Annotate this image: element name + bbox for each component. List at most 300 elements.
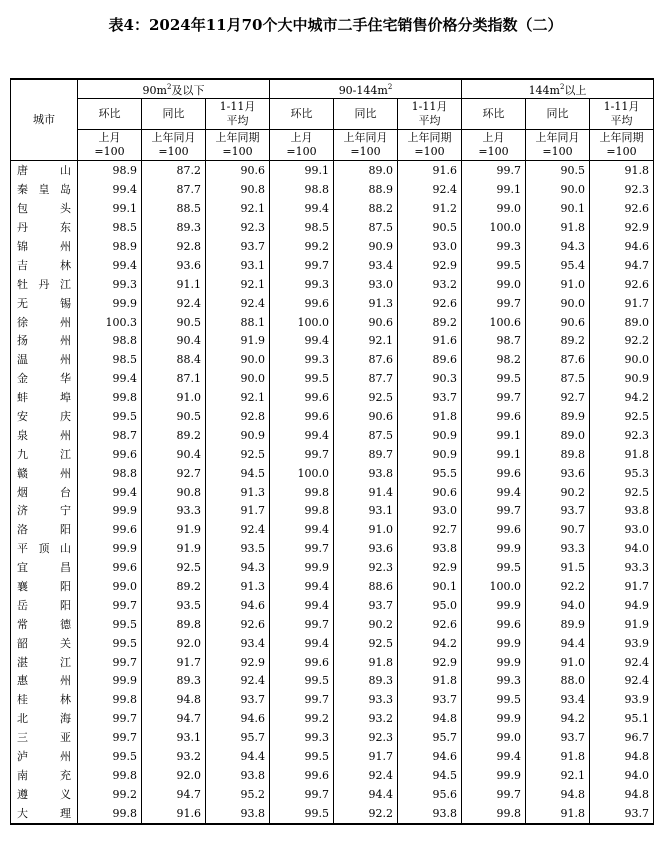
index-value: 93.7	[398, 389, 462, 408]
index-value: 90.1	[398, 578, 462, 597]
index-value: 90.2	[526, 483, 590, 502]
index-value: 88.5	[142, 200, 206, 219]
index-value: 98.5	[78, 219, 142, 238]
index-value: 99.4	[462, 483, 526, 502]
index-value: 91.8	[590, 445, 654, 464]
index-value: 92.5	[142, 559, 206, 578]
index-value: 92.4	[206, 521, 270, 540]
mom-header: 环比	[270, 99, 334, 130]
index-value: 99.5	[462, 559, 526, 578]
index-value: 89.0	[590, 313, 654, 332]
city-name: 烟台	[11, 483, 78, 502]
index-value: 90.6	[398, 483, 462, 502]
index-value: 95.6	[398, 785, 462, 804]
index-value: 91.7	[334, 748, 398, 767]
index-value: 92.6	[398, 615, 462, 634]
index-value: 98.2	[462, 351, 526, 370]
table-row	[11, 445, 654, 464]
index-value: 99.4	[78, 370, 142, 389]
index-value: 92.1	[334, 332, 398, 351]
index-value: 90.1	[526, 200, 590, 219]
index-value: 99.4	[270, 596, 334, 615]
base-last-month: 上月 =100	[462, 130, 526, 161]
index-value: 99.5	[78, 634, 142, 653]
table-row	[11, 521, 654, 540]
index-value: 93.6	[142, 256, 206, 275]
table-row	[11, 540, 654, 559]
city-name: 泉州	[11, 426, 78, 445]
index-value: 99.2	[78, 785, 142, 804]
index-value: 92.5	[334, 389, 398, 408]
table-title: 表4：2024年11月70个大中城市二手住宅销售价格分类指数（二）	[108, 16, 563, 34]
city-name: 吉林	[11, 256, 78, 275]
index-value: 93.6	[526, 464, 590, 483]
index-value: 89.9	[526, 615, 590, 634]
index-value: 92.6	[590, 200, 654, 219]
table-row	[11, 256, 654, 275]
index-value: 89.3	[334, 672, 398, 691]
city-name: 锦州	[11, 238, 78, 257]
index-value: 94.2	[526, 710, 590, 729]
city-name: 金华	[11, 370, 78, 389]
city-name: 惠州	[11, 672, 78, 691]
index-value: 93.7	[398, 691, 462, 710]
index-value: 100.6	[462, 313, 526, 332]
index-value: 99.7	[270, 691, 334, 710]
index-value: 93.3	[526, 540, 590, 559]
index-value: 99.3	[462, 238, 526, 257]
index-value: 87.7	[334, 370, 398, 389]
index-value: 91.9	[142, 521, 206, 540]
index-value: 100.0	[462, 578, 526, 597]
index-value: 99.6	[462, 615, 526, 634]
index-value: 92.2	[334, 804, 398, 824]
table-row	[11, 389, 654, 408]
index-value: 91.9	[142, 540, 206, 559]
table-row	[11, 426, 654, 445]
table-row	[11, 313, 654, 332]
index-value: 99.9	[462, 767, 526, 786]
index-value: 93.3	[334, 691, 398, 710]
table-row	[11, 370, 654, 389]
table-row	[11, 219, 654, 238]
index-value: 94.6	[398, 748, 462, 767]
index-value: 87.5	[334, 426, 398, 445]
index-value: 91.3	[206, 578, 270, 597]
index-value: 99.5	[270, 748, 334, 767]
city-name: 赣州	[11, 464, 78, 483]
index-value: 93.8	[206, 804, 270, 824]
index-value: 93.1	[142, 729, 206, 748]
index-value: 91.1	[142, 275, 206, 294]
index-value: 99.7	[270, 256, 334, 275]
index-value: 92.3	[334, 729, 398, 748]
index-value: 93.1	[206, 256, 270, 275]
city-name: 牡丹江	[11, 275, 78, 294]
index-value: 93.6	[334, 540, 398, 559]
index-value: 100.3	[78, 313, 142, 332]
city-name: 唐山	[11, 161, 78, 181]
index-value: 99.3	[462, 672, 526, 691]
city-name: 襄阳	[11, 578, 78, 597]
index-value: 91.3	[206, 483, 270, 502]
table-row	[11, 332, 654, 351]
index-value: 99.8	[78, 691, 142, 710]
table-row	[11, 596, 654, 615]
table-row	[11, 181, 654, 200]
index-value: 99.0	[78, 578, 142, 597]
table-row	[11, 710, 654, 729]
index-value: 90.6	[526, 313, 590, 332]
index-value: 99.1	[78, 200, 142, 219]
index-value: 90.5	[398, 219, 462, 238]
index-value: 93.2	[142, 748, 206, 767]
index-value: 99.8	[78, 804, 142, 824]
index-value: 93.7	[526, 502, 590, 521]
index-value: 99.0	[462, 729, 526, 748]
index-value: 99.8	[78, 389, 142, 408]
yoy-header: 同比	[334, 99, 398, 130]
index-value: 91.8	[526, 748, 590, 767]
index-value: 93.0	[398, 238, 462, 257]
index-value: 91.0	[334, 521, 398, 540]
index-value: 99.7	[270, 785, 334, 804]
index-value: 94.5	[206, 464, 270, 483]
index-value: 94.8	[398, 710, 462, 729]
index-value: 94.7	[142, 710, 206, 729]
table-row	[11, 161, 654, 181]
price-index-table	[10, 78, 654, 825]
index-value: 89.3	[142, 219, 206, 238]
index-value: 99.3	[270, 275, 334, 294]
index-value: 99.1	[462, 426, 526, 445]
index-value: 93.9	[590, 691, 654, 710]
index-value: 99.1	[462, 181, 526, 200]
index-value: 93.8	[590, 502, 654, 521]
mom-header: 环比	[462, 99, 526, 130]
index-value: 88.9	[334, 181, 398, 200]
index-value: 91.5	[526, 559, 590, 578]
index-value: 93.3	[590, 559, 654, 578]
index-value: 92.6	[398, 294, 462, 313]
index-value: 92.0	[142, 767, 206, 786]
index-value: 89.8	[526, 445, 590, 464]
yoy-header: 同比	[526, 99, 590, 130]
index-value: 99.2	[270, 238, 334, 257]
table-row	[11, 804, 654, 824]
index-value: 91.8	[334, 653, 398, 672]
index-value: 99.4	[78, 483, 142, 502]
index-value: 99.5	[78, 748, 142, 767]
index-value: 99.6	[462, 521, 526, 540]
city-name: 北海	[11, 710, 78, 729]
index-value: 99.5	[270, 672, 334, 691]
index-value: 91.7	[142, 653, 206, 672]
index-value: 93.8	[398, 540, 462, 559]
index-value: 94.0	[590, 540, 654, 559]
index-value: 92.8	[206, 408, 270, 427]
index-value: 94.6	[206, 710, 270, 729]
index-value: 99.7	[78, 729, 142, 748]
index-value: 89.2	[398, 313, 462, 332]
index-value: 91.7	[590, 578, 654, 597]
index-value: 99.9	[462, 540, 526, 559]
index-value: 92.7	[398, 521, 462, 540]
index-value: 99.3	[78, 275, 142, 294]
index-value: 94.4	[206, 748, 270, 767]
index-value: 99.5	[270, 370, 334, 389]
city-name: 湛江	[11, 653, 78, 672]
city-name: 九江	[11, 445, 78, 464]
index-value: 93.3	[142, 502, 206, 521]
index-value: 98.9	[78, 161, 142, 181]
index-value: 99.6	[462, 464, 526, 483]
index-value: 95.1	[590, 710, 654, 729]
index-value: 90.4	[142, 332, 206, 351]
city-name: 岳阳	[11, 596, 78, 615]
index-value: 99.6	[270, 653, 334, 672]
index-value: 92.4	[398, 181, 462, 200]
index-value: 94.8	[526, 785, 590, 804]
index-value: 94.8	[590, 748, 654, 767]
index-value: 89.2	[142, 578, 206, 597]
index-value: 99.9	[78, 502, 142, 521]
index-value: 93.0	[398, 502, 462, 521]
index-value: 88.4	[142, 351, 206, 370]
index-value: 91.6	[142, 804, 206, 824]
group-header-large: $144m^2$以上	[462, 79, 654, 99]
index-value: 99.0	[462, 275, 526, 294]
index-value: 89.2	[526, 332, 590, 351]
index-value: 90.5	[142, 408, 206, 427]
city-name: 扬州	[11, 332, 78, 351]
index-value: 99.9	[462, 710, 526, 729]
index-value: 90.2	[334, 615, 398, 634]
index-value: 99.4	[270, 200, 334, 219]
index-value: 87.5	[334, 219, 398, 238]
index-value: 99.7	[462, 294, 526, 313]
index-value: 90.9	[206, 426, 270, 445]
city-name: 洛阳	[11, 521, 78, 540]
index-value: 89.0	[526, 426, 590, 445]
index-value: 92.1	[206, 389, 270, 408]
table-body	[11, 161, 654, 825]
index-value: 99.4	[270, 426, 334, 445]
index-value: 90.0	[526, 294, 590, 313]
table-row	[11, 275, 654, 294]
index-value: 92.5	[206, 445, 270, 464]
table-row	[11, 483, 654, 502]
index-value: 92.5	[590, 408, 654, 427]
base-last-month: 上月 =100	[270, 130, 334, 161]
index-value: 92.6	[206, 615, 270, 634]
base-row	[11, 130, 654, 161]
index-value: 87.6	[334, 351, 398, 370]
index-value: 91.0	[142, 389, 206, 408]
ytd-avg-header: 1-11月 平均	[398, 99, 462, 130]
index-value: 93.1	[334, 502, 398, 521]
index-value: 99.3	[270, 351, 334, 370]
index-value: 99.4	[462, 748, 526, 767]
index-value: 90.9	[334, 238, 398, 257]
city-name: 徐州	[11, 313, 78, 332]
table-row	[11, 729, 654, 748]
city-name: 蚌埠	[11, 389, 78, 408]
city-column-header: 城市	[11, 79, 78, 161]
index-value: 93.8	[398, 804, 462, 824]
index-value: 99.3	[270, 729, 334, 748]
index-value: 93.0	[334, 275, 398, 294]
index-value: 99.9	[462, 653, 526, 672]
mom-header: 环比	[78, 99, 142, 130]
base-same-month-last-year: 上年同月 =100	[526, 130, 590, 161]
index-value: 94.4	[526, 634, 590, 653]
index-value: 98.7	[462, 332, 526, 351]
base-same-month-last-year: 上年同月 =100	[334, 130, 398, 161]
table-row	[11, 408, 654, 427]
index-value: 99.4	[270, 332, 334, 351]
index-value: 99.7	[270, 540, 334, 559]
index-value: 99.7	[462, 502, 526, 521]
table-row	[11, 351, 654, 370]
table-row	[11, 767, 654, 786]
index-value: 92.1	[206, 200, 270, 219]
table-row	[11, 653, 654, 672]
table-row	[11, 748, 654, 767]
city-name: 遵义	[11, 785, 78, 804]
index-value: 89.7	[334, 445, 398, 464]
ytd-avg-header: 1-11月 平均	[590, 99, 654, 130]
index-value: 95.5	[398, 464, 462, 483]
index-value: 99.5	[78, 408, 142, 427]
base-same-period-last-year: 上年同期 =100	[398, 130, 462, 161]
index-value: 94.3	[526, 238, 590, 257]
group-header-medium: $90-144m^2$	[270, 79, 462, 99]
index-value: 92.7	[526, 389, 590, 408]
index-value: 99.4	[270, 634, 334, 653]
city-name: 济宁	[11, 502, 78, 521]
subheader-row	[11, 99, 654, 130]
index-value: 92.5	[334, 634, 398, 653]
index-value: 91.7	[206, 502, 270, 521]
index-value: 89.3	[142, 672, 206, 691]
index-value: 90.3	[398, 370, 462, 389]
index-value: 91.9	[206, 332, 270, 351]
index-value: 87.6	[526, 351, 590, 370]
index-value: 94.6	[206, 596, 270, 615]
index-value: 93.8	[334, 464, 398, 483]
ytd-avg-header: 1-11月 平均	[206, 99, 270, 130]
index-value: 99.2	[270, 710, 334, 729]
index-value: 93.4	[334, 256, 398, 275]
index-value: 91.0	[526, 275, 590, 294]
index-value: 92.1	[206, 275, 270, 294]
index-value: 90.6	[334, 408, 398, 427]
index-value: 93.8	[206, 767, 270, 786]
table-row	[11, 464, 654, 483]
index-value: 99.6	[270, 389, 334, 408]
index-value: 95.4	[526, 256, 590, 275]
city-name: 宜昌	[11, 559, 78, 578]
index-value: 93.2	[334, 710, 398, 729]
index-value: 91.4	[334, 483, 398, 502]
index-value: 99.0	[462, 200, 526, 219]
index-value: 92.9	[590, 219, 654, 238]
base-same-month-last-year: 上年同月 =100	[142, 130, 206, 161]
index-value: 99.7	[78, 653, 142, 672]
index-value: 91.2	[398, 200, 462, 219]
index-value: 92.0	[142, 634, 206, 653]
index-value: 99.7	[462, 785, 526, 804]
index-value: 94.7	[590, 256, 654, 275]
index-value: 92.4	[590, 653, 654, 672]
index-value: 94.8	[142, 691, 206, 710]
index-value: 94.0	[590, 767, 654, 786]
index-value: 94.5	[398, 767, 462, 786]
index-value: 99.8	[270, 483, 334, 502]
index-value: 92.3	[206, 219, 270, 238]
index-value: 93.4	[526, 691, 590, 710]
index-value: 90.6	[206, 161, 270, 181]
city-name: 温州	[11, 351, 78, 370]
index-value: 92.2	[590, 332, 654, 351]
index-value: 89.8	[142, 615, 206, 634]
index-value: 99.9	[78, 540, 142, 559]
index-value: 94.8	[590, 785, 654, 804]
index-value: 90.6	[334, 313, 398, 332]
index-value: 92.4	[590, 672, 654, 691]
index-value: 99.6	[270, 408, 334, 427]
index-value: 91.8	[526, 219, 590, 238]
index-value: 93.2	[398, 275, 462, 294]
index-value: 99.1	[462, 445, 526, 464]
index-value: 99.4	[78, 256, 142, 275]
index-value: 92.6	[590, 275, 654, 294]
table-row	[11, 559, 654, 578]
index-value: 90.0	[590, 351, 654, 370]
index-value: 92.9	[398, 653, 462, 672]
city-name: 秦皇岛	[11, 181, 78, 200]
base-same-period-last-year: 上年同期 =100	[206, 130, 270, 161]
index-value: 91.6	[398, 161, 462, 181]
index-value: 92.2	[526, 578, 590, 597]
index-value: 95.3	[590, 464, 654, 483]
index-value: 90.5	[142, 313, 206, 332]
table-row	[11, 578, 654, 597]
index-value: 90.8	[142, 483, 206, 502]
index-value: 99.6	[78, 445, 142, 464]
index-value: 92.3	[590, 426, 654, 445]
index-value: 90.0	[206, 370, 270, 389]
index-value: 90.5	[526, 161, 590, 181]
index-value: 99.6	[462, 408, 526, 427]
index-value: 99.4	[270, 521, 334, 540]
index-value: 92.7	[142, 464, 206, 483]
index-value: 99.9	[78, 672, 142, 691]
index-value: 98.5	[270, 219, 334, 238]
index-value: 94.6	[590, 238, 654, 257]
index-value: 93.7	[206, 238, 270, 257]
index-value: 92.9	[206, 653, 270, 672]
index-value: 90.9	[398, 426, 462, 445]
city-name: 无锡	[11, 294, 78, 313]
index-value: 92.4	[206, 294, 270, 313]
index-value: 87.2	[142, 161, 206, 181]
index-value: 95.0	[398, 596, 462, 615]
index-value: 99.4	[78, 181, 142, 200]
index-value: 99.7	[462, 161, 526, 181]
index-value: 99.8	[462, 804, 526, 824]
